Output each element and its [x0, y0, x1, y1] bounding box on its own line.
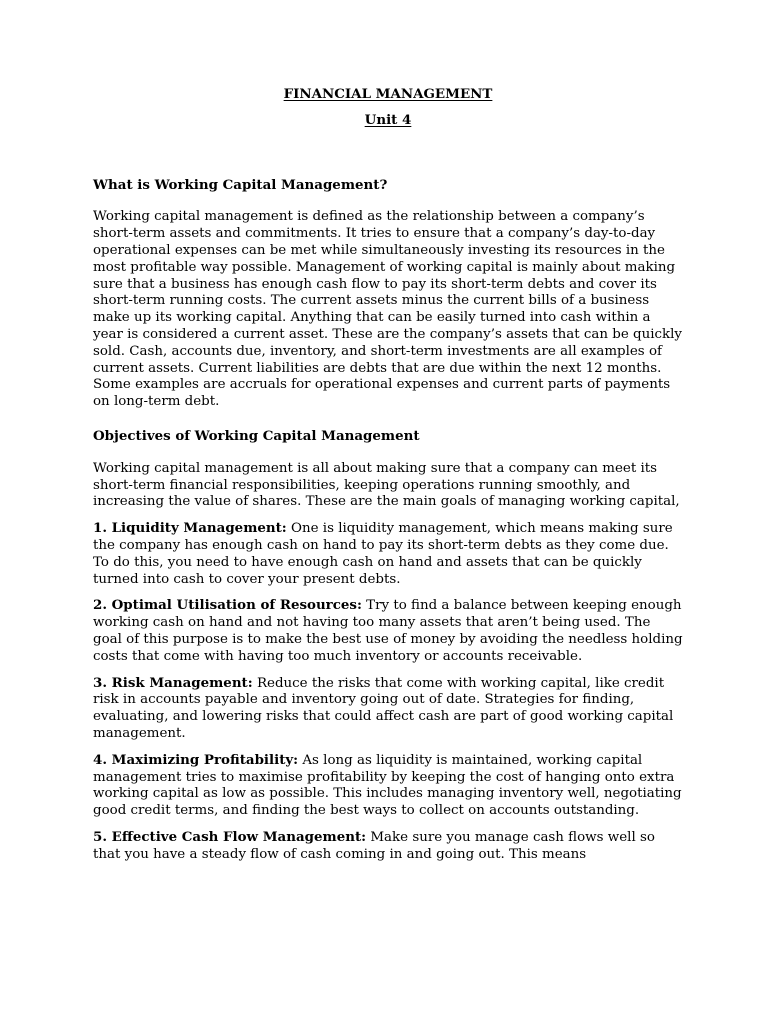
- section-intro-objectives: Working capital management is all about making sure that a company can meet its short-term financial responsibilities, keeping operations running smoothly, and increasing the value of shares. These are the main goals of managing working capital,: [93, 460, 680, 510]
- objective-cash-flow-management: [93, 829, 683, 864]
- objective-text: Try to find a balance between keeping enough working cash on hand and not having too many assets that aren’t being used. The goal of this purpose is to make the best use of money by avoiding the needless holding costs that come with having too much inventory or accounts receivable.: [93, 598, 683, 664]
- objective-label: 4. Maximizing Profitability:: [93, 751, 299, 768]
- objective-text: Reduce the risks that come with working capital, like credit risk in accounts payable and inventory going out of date. Strategies for finding, evaluating, and lowering risks that could affect cash are part of good working capital management.: [93, 675, 674, 741]
- objective-text: Make sure you manage cash flows well so that you have a steady flow of cash coming in and going out. This means: [93, 829, 655, 862]
- section-paragraph-what-is-wcm: Working capital management is defined as the relationship between a company’s short-term assets and commitments. It tries to ensure that a company’s day-to-day operational expenses can be met while simultaneously investing its resources in the most profitable way possible. Management of working capital is mainly about making sure that a business has enough cash flow to pay its short-term debts and cover its short-term running costs. The current assets minus the current bills of a business make up its working capital. Anything that can be easily turned into cash within a year is considered a current asset. These are the company’s assets that can be quickly sold. Cash, accounts due, inventory, and short-term investments are all examples of current assets. Current liabilities are debts that are due within the next 12 months. Some examples are accruals for operational expenses and current parts of payments on long-term debt.: [93, 209, 682, 410]
- objective-maximizing-profitability: [93, 752, 683, 820]
- objective-text: One is liquidity management, which means making sure the company has enough cash on hand to pay its short-term debts as they come due. To do this, you need to have enough cash on hand and assets that can be quickly turned into cash to cover your present debts.: [93, 521, 673, 587]
- objective-label: 2. Optimal Utilisation of Resources:: [93, 597, 362, 614]
- objective-label: 1. Liquidity Management:: [93, 520, 287, 537]
- section-heading-objectives: Objectives of Working Capital Management: [93, 427, 420, 444]
- objective-label: 5. Effective Cash Flow Management:: [93, 828, 367, 845]
- objective-risk-management: [93, 675, 683, 743]
- document-title: FINANCIAL MANAGEMENT: [283, 86, 493, 102]
- objective-liquidity-management: [93, 520, 683, 588]
- objective-label: 3. Risk Management:: [93, 674, 253, 691]
- document-content: [93, 86, 683, 872]
- section-heading-what-is-wcm: What is Working Capital Management?: [93, 176, 388, 193]
- objective-text: As long as liquidity is maintained, working capital management tries to maximise profitability by keeping the cost of hanging onto extra working capital as low as possible. This includes managing inventory well, negotiating good credit terms, and finding the best ways to collect on accounts outstanding.: [93, 752, 682, 819]
- objective-optimal-utilisation: [93, 597, 683, 665]
- document-subtitle: Unit 4: [364, 111, 412, 128]
